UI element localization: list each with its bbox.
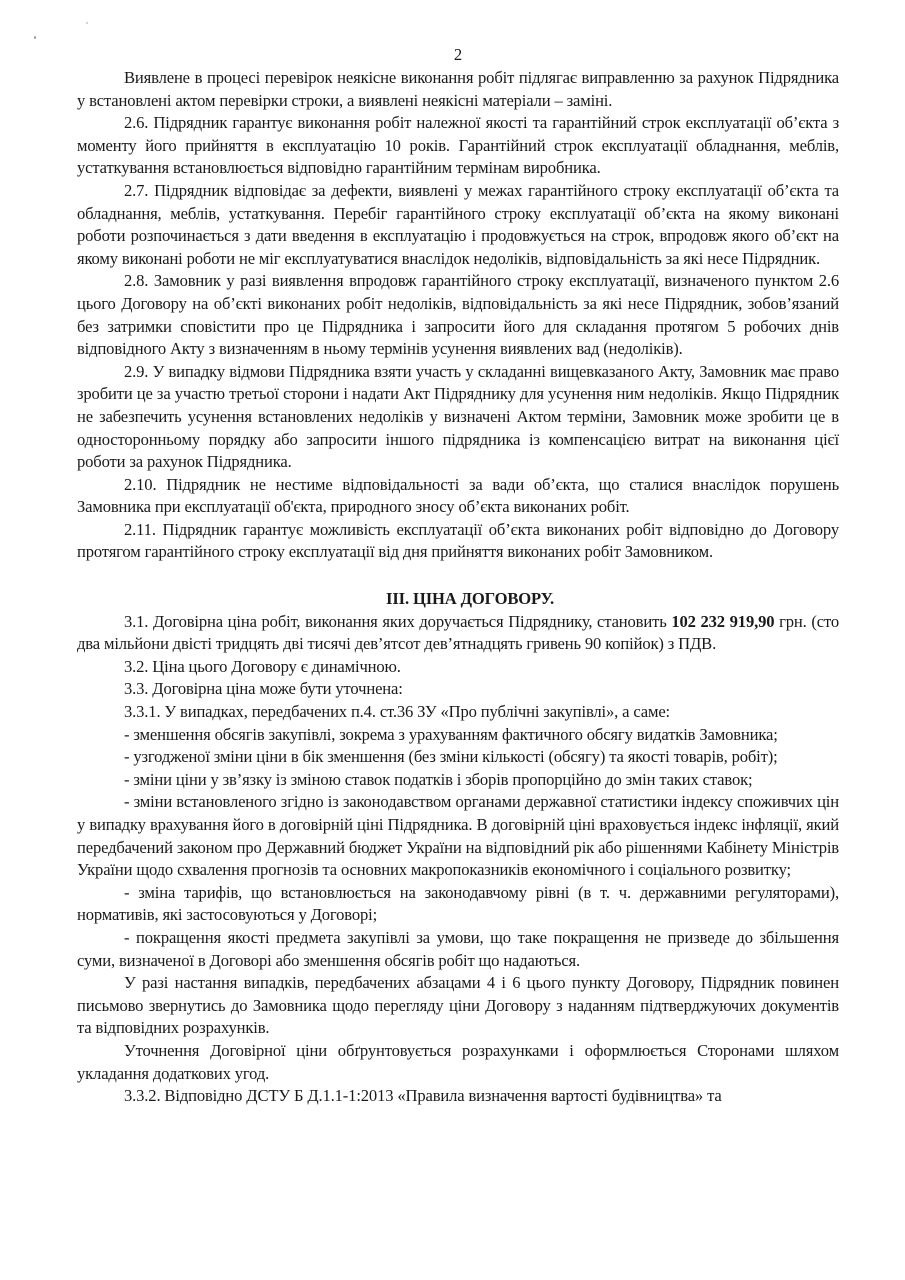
section-spacer [77,564,839,576]
clause-3-3-2: 3.3.2. Відповідно ДСТУ Б Д.1.1-1:2013 «Правила визначення вартості будівництва» та [124,1086,722,1106]
clause-3-1-tail: грн. (сто два мільйони двісті тридцять дві тисячі дев’ятсот дев’ятнадцять гривень 90 копійок) з ПДВ. [77,611,839,654]
clause-2-7: 2.7. Підрядник відповідає за дефекти, виявлені у межах гарантійного строку експлуатації об’єкта та обладнання, меблів, устаткування. Перебіг гарантійного строку експлуатації об’єкта на якому виконані роботи розпочинається з дати введення в експлуатацію і продовжується на строк, впродовж якого об’єкт на якому виконані роботи не міг експлуатуватися внаслідок недоліків, відповідальність за які несе Підрядник. [77,180,839,268]
clause-2-6: 2.6. Підрядник гарантує виконання робіт належної якості та гарантійний строк експлуатації об’єкта з моменту його прийняття в експлуатацію 10 років. Гарантійний строк експлуатації обладнання, меблів, устаткування встановлюється відповідно гарантійним термінам виробника. [77,113,839,178]
case-item: - зменшення обсягів закупівлі, зокрема з урахуванням фактичного обсягу видатків Замовника; [124,724,778,744]
clause-2-10: 2.10. Підрядник не нестиме відповідальності за вади об’єкта, що сталися внаслідок порушень Замовника при експлуатації об'єкта, природного зносу об’єкта виконаних робіт. [77,474,839,517]
case-item: - покращення якості предмета закупівлі за умови, що таке покращення не призведе до збільшення суми, визначеної в Договорі або зменшення обсягів робіт що надаються. [77,927,839,970]
case-item: - узгодженої зміни ціни в бік зменшення (без зміни кількості (обсягу) та якості товарів, робіт); [124,747,778,767]
clause-3-1-lead: 3.1. Договірна ціна робіт, виконання яких доручається Підряднику, становить [124,611,672,631]
clause-3-2: 3.2. Ціна цього Договору є динамічною. [124,656,401,676]
paragraph-price-clarification: Уточнення Договірної ціни обґрунтовується розрахунками і оформлюється Сторонами шляхом укладання додаткових угод. [77,1040,839,1083]
paragraph-price-review: У разі настання випадків, передбачених абзацами 4 і 6 цього пункту Договору, Підрядник повинен письмово звернутись до Замовника щодо перегляду ціни Договору з наданням підтверджуючих документів та відповідних розрахунків. [77,973,839,1038]
case-item: - зміни ціни у зв’язку із зміною ставок податків і зборів пропорційно до змін таких ставок; [124,769,753,789]
paragraph-defects-correction: Виявлене в процесі перевірок неякісне виконання робіт підлягає виправленню за рахунок Підрядника у встановлені актом перевірки строки, а виявлені неякісні матеріали – заміні. [77,68,839,110]
clause-2-11: 2.11. Підрядник гарантує можливість експлуатації об’єкта виконаних робіт відповідно до Договору протягом гарантійного строку експлуатації від дня прийняття виконаних робіт Замовником. [77,519,839,562]
clause-2-8: 2.8. Замовник у разі виявлення впродовж гарантійного строку експлуатації, визначеного пунктом 2.6 цього Договору на об’єкті виконаних робіт недоліків, відповідальність за які несе Підрядник, зобов’язаний без затримки сповістити про це Підрядника і запросити його для складання протягом 5 робочих днів відповідного Акту з визначенням в ньому термінів усунення виявлених вад (недоліків). [77,271,839,359]
contract-amount: 102 232 919,90 [671,611,775,631]
clause-3-3-1: 3.3.1. У випадках, передбачених п.4. ст.36 ЗУ «Про публічні закупівлі», а саме: [124,702,671,722]
scan-artifact [86,22,88,24]
page-number: 2 [453,45,463,64]
scan-artifact [34,36,36,39]
section-title-contract-price: ІІІ. ЦІНА ДОГОВОРУ. [386,589,554,609]
clause-3-3: 3.3. Договірна ціна може бути уточнена: [124,679,403,699]
case-item: - зміна тарифів, що встановлюється на законодавчому рівні (в т. ч. державними регуляторами), нормативів, які застосовуються у Договорі; [77,882,839,925]
clause-2-9: 2.9. У випадку відмови Підрядника взяти участь у складанні вищевказаного Акту, Замовник має право зробити це за участю третьої сторони і надати Акт Підряднику для усунення ним недоліків. Якщо Підрядник не забезпечить усунення встановлених недоліків у визначені Актом терміни, Замовник може зробити це в односторонньому порядку або запросити іншого підрядника із компенсацією витрат на виконання цієї роботи за рахунок Підрядника. [77,361,839,472]
document-page [77,44,839,1108]
case-item: - зміни встановленого згідно із законодавством органами державної статистики індексу споживчих цін у випадку врахування його в договірній ціні Підрядника. В договірній ціні враховується індекс інфляції, який передбачений законом про Державний бюджет України на відповідний рік або рішеннями Кабінету Міністрів України щодо схвалення прогнозів та основних макропоказників економічного і соціального розвитку; [77,792,839,880]
clause-3-1 [77,611,839,656]
